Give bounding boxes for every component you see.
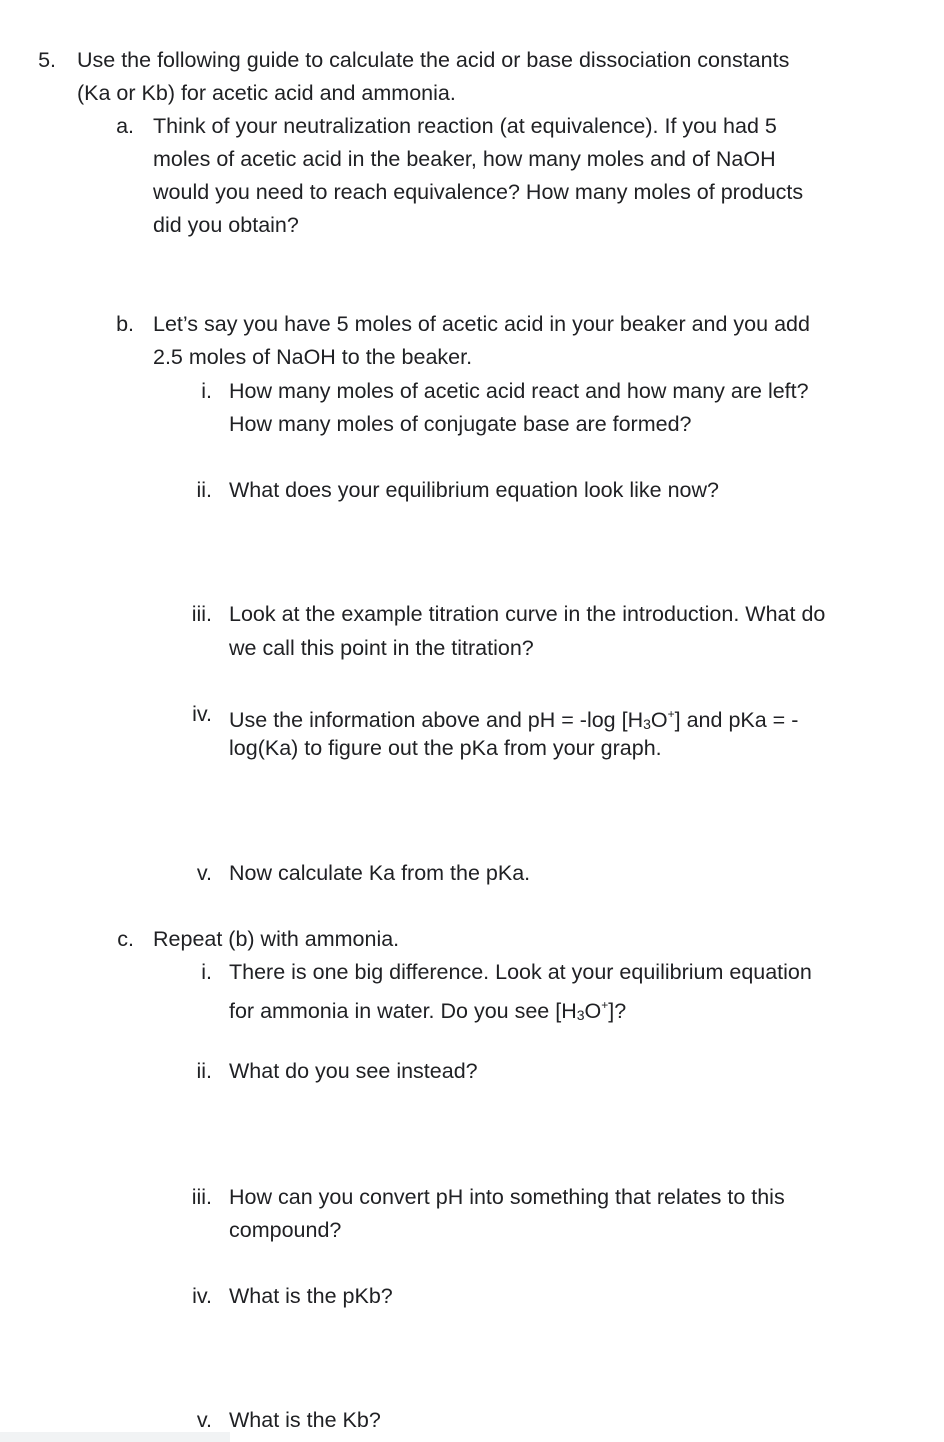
superscript: + xyxy=(601,998,609,1012)
item-a-text-line: Think of your neutralization reaction (at equivalence). If you had 5 xyxy=(153,114,777,138)
question-number: 5. xyxy=(38,48,56,72)
subitem-c-i-text-line: There is one big difference. Look at your equilibrium equation xyxy=(229,960,812,984)
subitem-b-i-text-line: How many moles of conjugate base are formed? xyxy=(229,412,692,436)
subitem-c-v-text-line: What is the Kb? xyxy=(229,1408,381,1432)
text-segment: for ammonia in water. Do you see [H xyxy=(229,999,577,1023)
subscript: 3 xyxy=(643,716,651,732)
subitem-b-iii-text-line: we call this point in the titration? xyxy=(229,636,534,660)
item-a-text-line: would you need to reach equivalence? How many moles of products xyxy=(153,180,804,204)
superscript: + xyxy=(667,707,675,721)
text-segment: O xyxy=(650,708,668,732)
text-segment: ]? xyxy=(608,999,627,1023)
subitem-c-ii-text-line: What do you see instead? xyxy=(229,1059,478,1083)
subitem-marker-b-iv: iv. xyxy=(192,702,212,726)
item-marker-a: a. xyxy=(116,114,134,138)
item-c-text-line: Repeat (b) with ammonia. xyxy=(153,927,400,951)
subitem-c-iv-text-line: What is the pKb? xyxy=(229,1284,393,1308)
subitem-marker-b-ii: ii. xyxy=(196,478,212,502)
subitem-b-iv-text-line xyxy=(229,700,798,738)
text-segment: O xyxy=(584,999,602,1023)
subitem-c-i-text-line xyxy=(229,991,626,1029)
item-marker-b: b. xyxy=(116,312,134,336)
subitem-c-iii-text-line: How can you convert pH into something that relates to this xyxy=(229,1185,785,1209)
subscript: 3 xyxy=(576,1007,585,1023)
subitem-marker-b-i: i. xyxy=(201,379,212,403)
subitem-marker-b-v: v. xyxy=(196,861,212,885)
subitem-b-i-text-line: How many moles of acetic acid react and how many are left? xyxy=(229,379,809,403)
subitem-b-v-text-line: Now calculate Ka from the pKa. xyxy=(229,861,531,885)
subitem-marker-c-iii: iii. xyxy=(191,1185,212,1209)
subitem-b-ii-text-line: What does your equilibrium equation look like now? xyxy=(229,478,719,502)
subitem-b-iii-text-line: Look at the example titration curve in the introduction. What do xyxy=(229,602,826,626)
item-a-text-line: moles of acetic acid in the beaker, how many moles and of NaOH xyxy=(153,147,776,171)
text-segment: ] and pKa = - xyxy=(674,708,799,732)
item-b-text-line: 2.5 moles of NaOH to the beaker. xyxy=(153,345,473,369)
question-text-line: Use the following guide to calculate the acid or base dissociation constants xyxy=(77,48,790,72)
subitem-b-iv-text-line: log(Ka) to figure out the pKa from your graph. xyxy=(229,736,662,760)
scrollbar-track xyxy=(0,1432,230,1442)
subitem-marker-c-iv: iv. xyxy=(192,1284,212,1308)
item-marker-c: c. xyxy=(117,927,134,951)
subitem-marker-c-i: i. xyxy=(201,960,212,984)
text-segment: Use the information above and pH = -log [H xyxy=(229,708,644,732)
question-text-line: (Ka or Kb) for acetic acid and ammonia. xyxy=(77,81,456,105)
item-b-text-line: Let’s say you have 5 moles of acetic acid in your beaker and you add xyxy=(153,312,810,336)
subitem-c-iii-text-line: compound? xyxy=(229,1218,342,1242)
item-a-text-line: did you obtain? xyxy=(153,213,299,237)
subitem-marker-b-iii: iii. xyxy=(191,602,212,626)
subitem-marker-c-v: v. xyxy=(196,1408,212,1432)
subitem-marker-c-ii: ii. xyxy=(196,1059,212,1083)
